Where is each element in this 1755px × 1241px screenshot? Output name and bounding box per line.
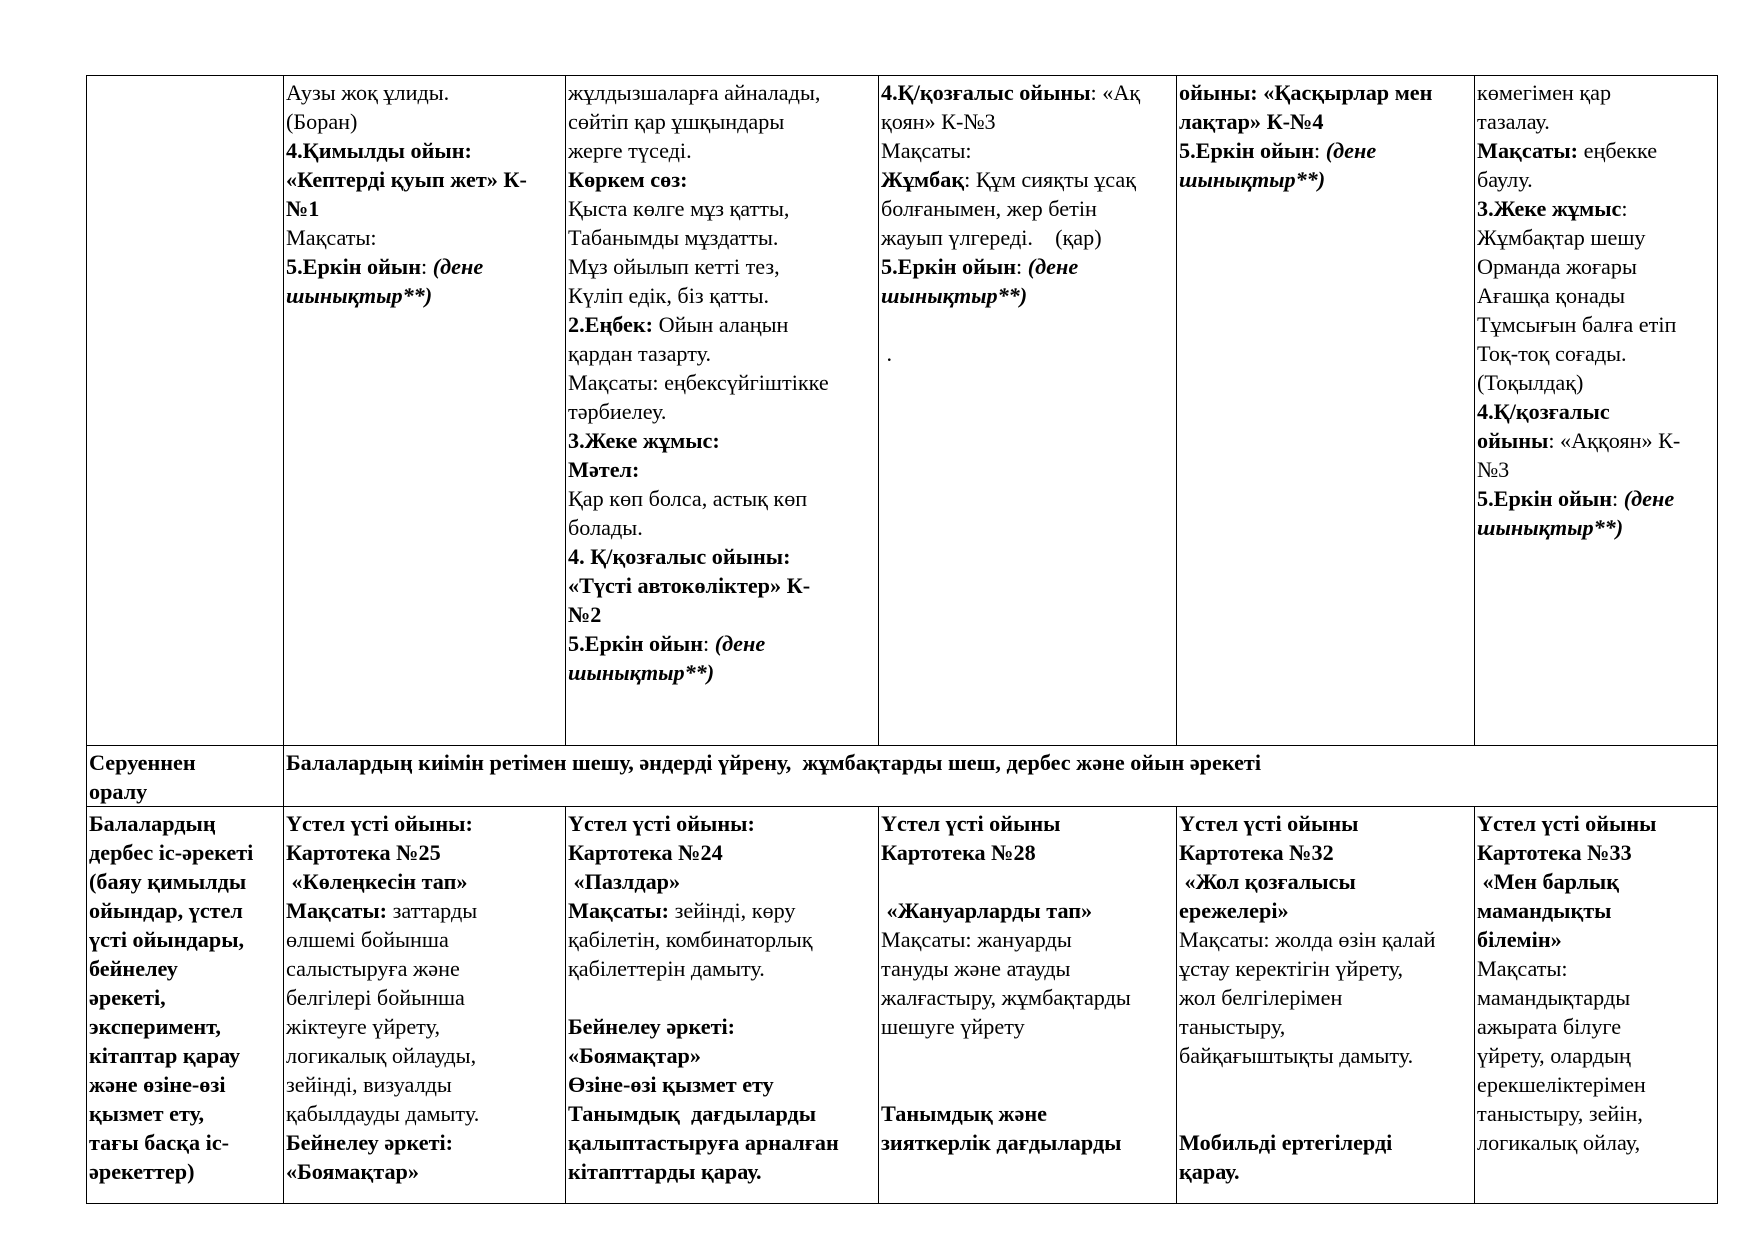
text-run: «Боямақтар» [568,1043,701,1068]
text-run: қардан тазарту. [568,341,712,366]
cell-line [1477,484,1716,513]
text-run: Мақсаты: [286,898,388,923]
row-label-line: үсті ойындары, [89,927,245,952]
row-label-line: әрекеті, [89,985,166,1010]
cell-line [881,867,1175,896]
cell-line [881,339,1175,368]
text-run: Тұмсығын балға етіп [1477,312,1677,337]
cell-line [881,281,1175,310]
text-run: шешуге үйрету [881,1014,1025,1039]
text-run: «Пазлдар» [568,869,681,894]
cell-line [568,455,877,484]
plan-cell [879,807,1177,1204]
text-run: білемін» [1477,927,1562,952]
text-run: «Түсті автокөліктер» К- [568,573,811,598]
cell-line [1477,925,1716,954]
cell-line [286,165,564,194]
cell-line [1477,107,1716,136]
cell-line [286,1041,564,1070]
cell-line [286,1157,564,1186]
cell-line [881,1099,1175,1128]
row-label-line: тағы басқа іс- [89,1130,230,1155]
cell-line [1179,809,1473,838]
cell-line [568,194,877,223]
text-run: (дене [714,631,766,656]
cell-line [286,838,564,867]
cell-line [286,896,564,925]
cell-line [881,809,1175,838]
cell-line [1477,78,1716,107]
cell-line [1179,983,1473,1012]
cell-line [286,1070,564,1099]
text-run: зейінді, көру [669,898,796,923]
row-label-cell [87,76,284,746]
cell-line [881,165,1175,194]
cell-line [1179,954,1473,983]
cell-line [1179,1012,1473,1041]
cell-line [881,954,1175,983]
cell-line [568,252,877,281]
row-label-line: қызмет ету, [89,1101,204,1126]
text-run: Аузы жоқ ұлиды. [286,80,450,105]
text-run: (дене [432,254,484,279]
text-run: белгілері бойынша [286,985,465,1010]
text-run: Картотека №24 [568,840,723,865]
text-run: : [1016,254,1028,279]
text-run: мамандықты [1477,898,1612,923]
row-label-cell [87,807,284,1204]
text-run: Мақсаты: [1477,138,1579,163]
cell-line [881,1041,1175,1070]
cell-line [881,925,1175,954]
text-run: : «Ақ [1090,80,1141,105]
cell-line [568,397,877,426]
cell-line [568,867,877,896]
cell-line [1477,223,1716,252]
text-run: : [421,254,433,279]
cell-line [568,629,877,658]
cell-line [568,165,877,194]
text-run: жауып үлгереді. (қар) [881,225,1102,250]
cell-line [1179,78,1473,107]
cell-line [881,107,1175,136]
text-run: Үстел үсті ойыны [1477,811,1657,836]
row-label-line: бейнелеу [89,956,178,981]
plan-cell [1475,76,1718,746]
text-run: : [1621,196,1628,221]
cell-line [1477,513,1716,542]
cell-line [568,1012,877,1041]
cell-line [1477,165,1716,194]
text-run: қоян» К-№3 [881,109,996,134]
cell-line [1477,310,1716,339]
cell-line [1477,896,1716,925]
text-run: шынықтыр**) [1179,167,1326,192]
cell-line [1477,1012,1716,1041]
row-label-line: кітаптар қарау [89,1043,241,1068]
text-run: 4.Қ/қозғалыс [1477,399,1610,424]
cell-line [1179,925,1473,954]
cell-line [568,223,877,252]
cell-line [568,838,877,867]
text-run: Үстел үсті ойыны [881,811,1061,836]
text-run: 5.Еркін ойын [568,631,704,656]
text-run: №2 [568,602,602,627]
text-run: Үстел үсті ойыны: [568,811,755,836]
text-run: тазалау. [1477,109,1550,134]
text-run: Қар көп болса, астық көп [568,486,808,511]
plan-cell [566,76,879,746]
text-run: Картотека №25 [286,840,441,865]
text-run: Мақсаты: [1477,956,1568,981]
schedule-table [86,75,1718,1204]
plan-cell [879,76,1177,746]
text-run: ұстау керектігін үйрету, [1179,956,1404,981]
cell-line [568,136,877,165]
cell-line [1477,397,1716,426]
cell-line [286,194,564,223]
text-run: Мақсаты: [881,138,972,163]
text-run: : [1612,486,1624,511]
text-run: қабылдауды дамыту. [286,1101,480,1126]
cell-line [881,896,1175,925]
cell-line [568,896,877,925]
cell-line [1477,1128,1716,1157]
cell-line [1179,136,1473,165]
text-run: Мақсаты: [568,898,670,923]
row-label-line: әрекеттер) [89,1159,195,1184]
cell-line [1477,252,1716,281]
cell-line [286,107,564,136]
text-run: үйрету, олардың [1477,1043,1631,1068]
cell-line [881,1070,1175,1099]
cell-line [1477,1099,1716,1128]
text-run: Күліп едік, біз қатты. [568,283,770,308]
cell-line [568,1128,877,1157]
text-run: (Боран) [286,109,358,134]
text-run: жалғастыру, жұмбақтарды [881,985,1131,1010]
text-run: салыстыруға және [286,956,460,981]
text-run: мамандықтарды [1477,985,1631,1010]
text-run: Жұмбақ [881,167,965,192]
cell-line [568,983,877,1012]
cell-line [1477,809,1716,838]
cell-line [286,223,564,252]
text-run: баулу. [1477,167,1533,192]
text-run: қалыптастыруға арналған [568,1130,839,1155]
text-run: Бейнелеу әркеті: [568,1014,736,1039]
text-run: зияткерлік дағдыларды [881,1130,1122,1155]
text-run: Танымдық дағдыларды [568,1101,817,1126]
cell-line [1179,867,1473,896]
text-run: Картотека №32 [1179,840,1334,865]
text-run: «Мен барлық [1477,869,1619,894]
cell-line [286,281,564,310]
text-run: лақтар» К-№4 [1179,109,1324,134]
text-run: көмегімен қар [1477,80,1612,105]
text-run: қабілетін, комбинаторлық [568,927,813,952]
cell-line [1477,426,1716,455]
cell-line [568,1070,877,1099]
cell-line [1179,1041,1473,1070]
text-run: Көркем сөз: [568,167,688,192]
text-run: Қыста көлге мұз қатты, [568,196,790,221]
text-run: тәрбиелеу. [568,399,667,424]
text-run: шынықтыр**) [568,660,715,685]
cell-line [286,983,564,1012]
row-label-line: ойындар, үстел [89,898,243,923]
cell-line [1179,1128,1473,1157]
row-label-cell [87,746,284,807]
return-walk-text: Балалардың киімін ретімен шешу, әндерді үйрену, жұмбақтарды шеш, дербес және ойын әрекеті [286,750,1261,775]
cell-line [568,513,877,542]
text-run: шынықтыр**) [286,283,433,308]
cell-line [286,809,564,838]
text-run: (Тоқылдақ) [1477,370,1584,395]
text-run: 4.Қимылды ойын: [286,138,472,163]
text-run: Танымдық және [881,1101,1048,1126]
table-row [87,807,1718,1204]
text-run: . [881,341,893,366]
text-run: қабілеттерін дамыту. [568,956,765,981]
text-run: (дене [1325,138,1377,163]
row-label-line: Балалардың [89,811,216,836]
cell-line [1179,896,1473,925]
text-run: зейінді, визуалды [286,1072,452,1097]
text-run: 5.Еркін ойын [286,254,422,279]
cell-line [881,194,1175,223]
cell-line [568,925,877,954]
cell-line [881,78,1175,107]
text-run: логикалық ойлау, [1477,1130,1641,1155]
cell-line [881,310,1175,339]
cell-line [1179,165,1473,194]
table-row [87,76,1718,746]
text-run: Жұмбақтар шешу [1477,225,1646,250]
text-run: Табанымды мұздатты. [568,225,779,250]
cell-line [881,983,1175,1012]
text-run: жұлдызшаларға айналады, [568,80,821,105]
text-run: болады. [568,515,643,540]
text-run: Мақсаты: еңбексүйгіштікке [568,370,829,395]
cell-line [286,1012,564,1041]
text-run: Картотека №33 [1477,840,1632,865]
text-run: «Кептерді қуып жет» К- [286,167,527,192]
text-run: өлшемі бойынша [286,927,449,952]
row-label-line: Серуеннен [89,750,196,775]
cell-line [568,1041,877,1070]
text-run: еңбекке [1578,138,1658,163]
cell-line [286,954,564,983]
return-walk-cell [284,746,1718,807]
text-run: 4.Қ/қозғалыс ойыны [881,80,1091,105]
text-run: 2.Еңбек: [568,312,654,337]
cell-line [568,600,877,629]
row-label-line: және өзіне-өзі [89,1072,226,1097]
text-run: қарау. [1179,1159,1240,1184]
plan-cell [1475,807,1718,1204]
text-run: сөйтіп қар ұшқындары [568,109,785,134]
text-run: «Боямақтар» [286,1159,419,1184]
text-run: 4. Қ/қозғалыс ойыны: [568,544,791,569]
cell-line [568,571,877,600]
cell-line [568,368,877,397]
cell-line [1477,281,1716,310]
text-run: (дене [1623,486,1675,511]
row-label-line: (баяу қимылды [89,869,247,894]
text-run: «Жол қозғалысы [1179,869,1356,894]
cell-line [1179,838,1473,867]
text-run: логикалық ойлауды, [286,1043,477,1068]
text-run: Үстел үсті ойыны [1179,811,1359,836]
text-run: Үстел үсті ойыны: [286,811,473,836]
row-label-line: оралу [89,779,148,804]
text-run: таныстыру, [1179,1014,1286,1039]
text-run: таныстыру, зейін, [1477,1101,1643,1126]
cell-line [568,107,877,136]
text-run: Ойын алаңын [653,312,789,337]
cell-line [1477,1070,1716,1099]
cell-line [1477,954,1716,983]
cell-line [1179,1157,1473,1186]
text-run: 5.Еркін ойын [1477,486,1613,511]
text-run: (дене [1027,254,1079,279]
text-run: шынықтыр**) [881,283,1028,308]
text-run: : [703,631,715,656]
text-run: Өзіне-өзі қызмет ету [568,1072,774,1097]
cell-line [1477,867,1716,896]
text-run: жерге түседі. [568,138,692,163]
plan-cell [566,807,879,1204]
cell-line [1477,194,1716,223]
cell-line [568,542,877,571]
table-row [87,746,1718,807]
text-run: ерекшеліктерімен [1477,1072,1646,1097]
cell-line [881,1128,1175,1157]
cell-line [286,1128,564,1157]
text-run: шынықтыр**) [1477,515,1624,540]
cell-line [1477,983,1716,1012]
plan-cell [284,76,566,746]
text-run: жіктеуге үйрету, [286,1014,440,1039]
cell-line [568,426,877,455]
cell-line [1477,339,1716,368]
cell-line [881,136,1175,165]
text-run: ойыны [1477,428,1549,453]
text-run: Бейнелеу әркеті: [286,1130,454,1155]
row-label-line: дербес іс-әрекеті [89,840,254,865]
cell-line [568,1099,877,1128]
cell-line [568,339,877,368]
cell-line [568,281,877,310]
cell-line [1477,838,1716,867]
text-run: Мақсаты: [286,225,377,250]
text-run: «Көлеңкесін тап» [286,869,468,894]
text-run: : «Аққоян» К- [1548,428,1681,453]
cell-line [1179,107,1473,136]
cell-line [881,838,1175,867]
text-run: Ағашқа қонады [1477,283,1626,308]
cell-line [1179,1099,1473,1128]
cell-line [286,252,564,281]
text-run: ойыны: «Қасқырлар мен [1179,80,1433,105]
text-run: Картотека №28 [881,840,1036,865]
cell-line [881,1012,1175,1041]
text-run: жол белгілерімен [1179,985,1343,1010]
cell-line [568,484,877,513]
plan-cell [1177,76,1475,746]
text-run: Тоқ-тоқ соғады. [1477,341,1627,366]
text-run: байқағыштықты дамыту. [1179,1043,1414,1068]
text-run: Мәтел: [568,457,640,482]
cell-line [1477,1041,1716,1070]
text-run: ажырата білуге [1477,1014,1622,1039]
cell-line [568,78,877,107]
text-run: №1 [286,196,320,221]
text-run: : [1314,138,1326,163]
text-run: Орманда жоғары [1477,254,1637,279]
cell-line [286,925,564,954]
plan-cell [1177,807,1475,1204]
cell-line [286,78,564,107]
text-run: заттарды [387,898,478,923]
cell-line [568,310,877,339]
text-run: Мобильді ертегілерді [1179,1130,1393,1155]
text-run: Мақсаты: жолда өзін қалай [1179,927,1436,952]
text-run: ережелері» [1179,898,1289,923]
cell-line [881,252,1175,281]
cell-line [1179,1070,1473,1099]
cell-line [568,809,877,838]
text-run: Мақсаты: жануарды [881,927,1072,952]
cell-line [1477,368,1716,397]
cell-line [1477,455,1716,484]
cell-line [286,867,564,896]
text-run: 5.Еркін ойын [1179,138,1315,163]
cell-line [286,1099,564,1128]
text-run: 3.Жеке жұмыс [1477,196,1622,221]
text-run: болғанымен, жер бетін [881,196,1097,221]
row-label-line: эксперимент, [89,1014,221,1039]
text-run: 3.Жеке жұмыс: [568,428,720,453]
cell-line [568,658,877,687]
text-run: 5.Еркін ойын [881,254,1017,279]
text-run: Мұз ойылып кетті тез, [568,254,780,279]
text-run: «Жануарларды тап» [881,898,1093,923]
cell-line [286,136,564,165]
cell-line [568,1157,877,1186]
text-run: №3 [1477,457,1510,482]
text-run: : Құм сияқты ұсақ [964,167,1137,192]
text-run: тануды және атауды [881,956,1071,981]
cell-line [881,223,1175,252]
cell-line [568,954,877,983]
cell-line [1477,136,1716,165]
plan-cell [284,807,566,1204]
text-run: кітапттарды қарау. [568,1159,762,1184]
